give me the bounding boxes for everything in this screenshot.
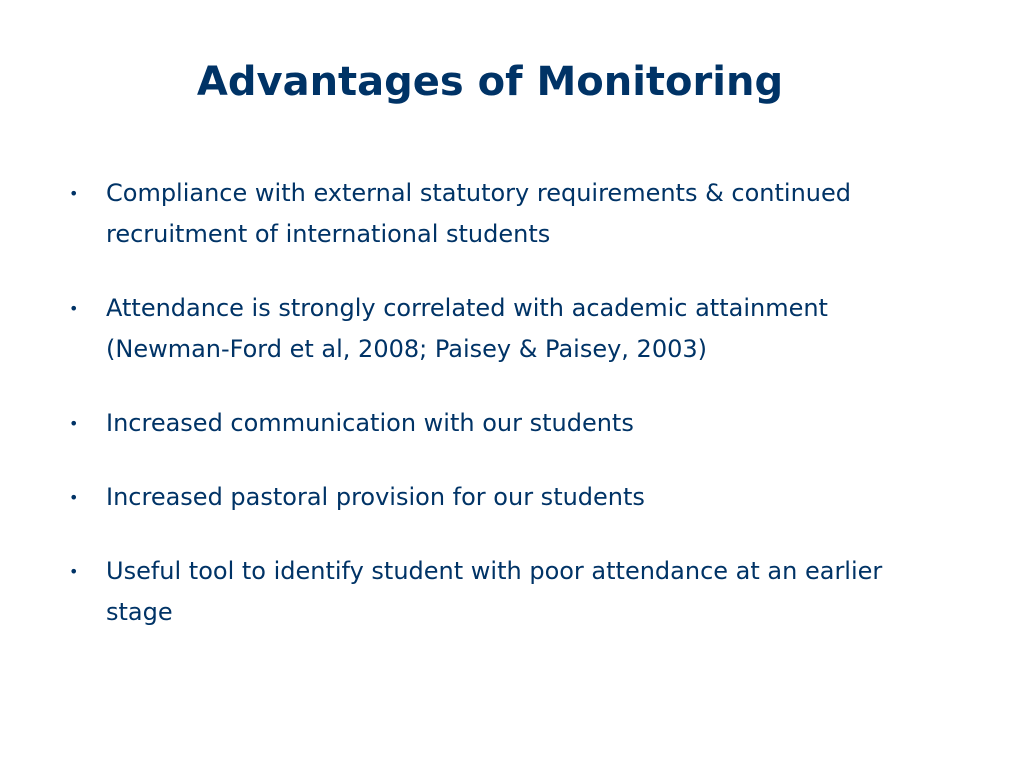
bullet-list bbox=[66, 173, 946, 633]
bullet-text: Attendance is strongly correlated with academic attainment (Newman-Ford et al, 2008; Paisey & Paisey, 2003) bbox=[106, 294, 828, 363]
bullet-icon: • bbox=[69, 488, 79, 507]
bullet-item bbox=[66, 173, 946, 255]
bullet-icon: • bbox=[69, 184, 79, 203]
bullet-item bbox=[66, 477, 946, 518]
slide-title: Advantages of Monitoring bbox=[196, 59, 784, 105]
bullet-icon: • bbox=[69, 414, 79, 433]
bullet-text: Increased communication with our students bbox=[106, 409, 634, 437]
bullet-text: Compliance with external statutory requirements & continued recruitment of international students bbox=[106, 179, 852, 248]
bullet-item bbox=[66, 551, 946, 633]
bullet-item bbox=[66, 288, 946, 370]
bullet-text: Increased pastoral provision for our students bbox=[106, 483, 645, 511]
bullet-text: Useful tool to identify student with poor attendance at an earlier stage bbox=[106, 557, 883, 626]
bullet-item bbox=[66, 403, 946, 444]
bullet-icon: • bbox=[69, 299, 79, 318]
bullet-icon: • bbox=[69, 562, 79, 581]
